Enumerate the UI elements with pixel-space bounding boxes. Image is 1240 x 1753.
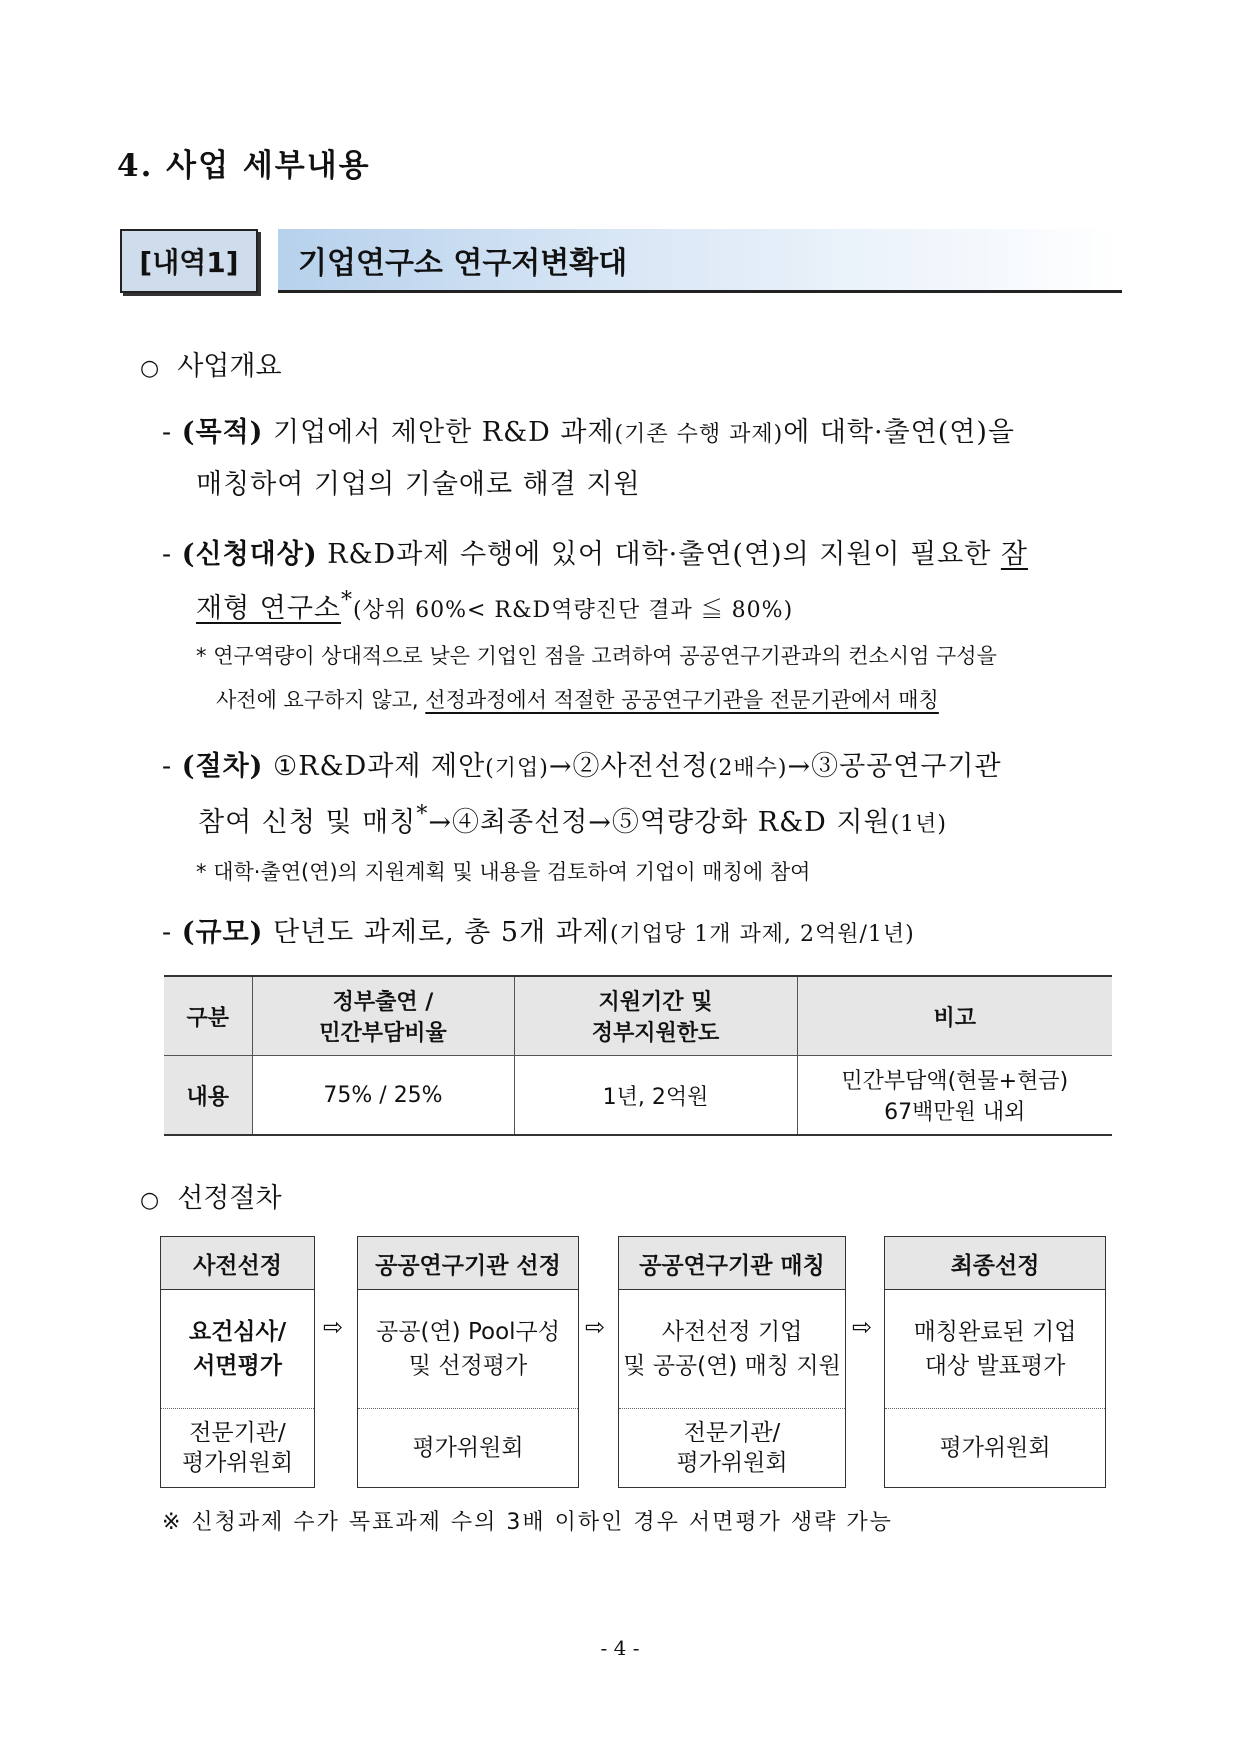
procedure-1p1: (기업) xyxy=(485,756,549,781)
scale-text: 단년도 과제로, 총 5개 과제 xyxy=(263,917,610,948)
target-text-a: R&D과제 수행에 있어 대학·출연(연)의 지원이 필요한 xyxy=(317,539,1001,570)
flow-step-task: 사전선정 기업 및 공공(연) 매칭 지원 xyxy=(619,1290,845,1409)
header-category: 구분 xyxy=(164,976,252,1056)
flow-step-task: 매칭완료된 기업 대상 발표평가 xyxy=(885,1290,1105,1409)
target-note-text-1: 연구역량이 상대적으로 낮은 기업인 점을 고려하여 공공연구기관과의 컨소시엄 구성을 xyxy=(213,644,997,668)
procedure-2a: 참여 신청 및 매칭 xyxy=(198,807,417,838)
procedure-label: (절차) xyxy=(181,751,264,782)
page-number: - 4 - xyxy=(600,1636,640,1660)
footnote: ※ 신청과제 수가 목표과제 수의 3배 이하인 경우 서면평가 생략 가능 xyxy=(162,1510,893,1535)
header-ratio xyxy=(252,976,514,1056)
target-note-text-2u: 선정과정에서 적절한 공공연구기관을 전문기관에서 매칭 xyxy=(425,688,939,712)
target-note-2 xyxy=(216,684,939,714)
cell-remarks-a: 민간부담액(현물+현금) xyxy=(841,1069,1069,1094)
procedure-1a: ①R&D과제 제안 xyxy=(263,751,486,782)
purpose-label: (목적) xyxy=(181,417,264,448)
item-title xyxy=(278,229,1122,293)
procedure-1b: →②사전선정 xyxy=(548,751,709,782)
header-period-b: 정부지원한도 xyxy=(591,1021,720,1046)
purpose-text-b: 에 대학·출연(연)을 xyxy=(783,417,1015,448)
procedure-1c: →③공공연구기관 xyxy=(787,751,1002,782)
section-heading: 4. 사업 세부내용 xyxy=(117,148,371,184)
target-line-1 xyxy=(162,532,1028,571)
dash: - xyxy=(162,539,173,570)
cell-remarks xyxy=(797,1056,1112,1136)
flow-step-3 xyxy=(618,1236,846,1488)
header-period xyxy=(514,976,797,1056)
right-arrow-icon: ⇨ xyxy=(852,1313,873,1341)
procedure-star: * xyxy=(416,802,429,827)
item-title-text: 기업연구소 연구저변확대 xyxy=(298,245,628,281)
flow-step-head: 최종선정 xyxy=(885,1237,1105,1290)
flow-step-agent: 평가위원회 xyxy=(939,1435,1051,1461)
table-row xyxy=(164,1056,1112,1136)
cell-remarks-b: 67백만원 내외 xyxy=(884,1100,1026,1125)
note-mark: * xyxy=(196,644,207,668)
purpose-line-1 xyxy=(162,410,1015,449)
flow-step-4 xyxy=(884,1236,1106,1488)
flow-step-task: 요건심사/ 서면평가 xyxy=(161,1290,314,1409)
header-ratio-a: 정부출연 / xyxy=(332,990,434,1015)
procedure-note xyxy=(196,856,810,886)
dash: - xyxy=(162,751,173,782)
flow-step-2 xyxy=(357,1236,579,1488)
right-arrow-icon: ⇨ xyxy=(585,1313,606,1341)
row-label: 내용 xyxy=(164,1056,252,1136)
procedure-2b: →④최종선정→⑤역량강화 R&D 지원 xyxy=(428,807,891,838)
target-label: (신청대상) xyxy=(181,539,318,570)
scale-label: (규모) xyxy=(181,917,264,948)
target-note-text-2a: 사전에 요구하지 않고, xyxy=(216,688,426,712)
dash: - xyxy=(162,917,173,948)
selection-title: 선정절차 xyxy=(177,1183,282,1214)
cell-period: 1년, 2억원 xyxy=(514,1056,797,1136)
flow-step-head: 공공연구기관 매칭 xyxy=(619,1237,845,1290)
procedure-2p: (1년) xyxy=(890,812,947,837)
circle-bullet-icon: ○ xyxy=(140,1188,160,1213)
purpose-line-2: 매칭하여 기업의 기술애로 해결 지원 xyxy=(196,469,641,500)
target-star: * xyxy=(341,588,353,613)
procedure-line-1 xyxy=(162,744,1002,783)
scale-line xyxy=(162,910,915,949)
target-line-2 xyxy=(196,586,793,625)
flow-step-agent: 전문기관/ 평가위원회 xyxy=(676,1420,788,1476)
purpose-text-a: 기업에서 제안한 R&D 과제 xyxy=(263,417,615,448)
flow-step-agent: 전문기관/ 평가위원회 xyxy=(181,1420,294,1476)
overview-heading xyxy=(140,344,282,383)
right-arrow-icon: ⇨ xyxy=(323,1313,344,1341)
overview-title: 사업개요 xyxy=(177,351,282,382)
procedure-line-2 xyxy=(198,800,947,839)
flow-step-1 xyxy=(160,1236,315,1488)
flow-step-head: 사전선정 xyxy=(161,1237,314,1290)
header-remarks: 비고 xyxy=(797,976,1112,1056)
item-tag: [내역1] xyxy=(120,229,258,293)
scale-paren: (기업당 1개 과제, 2억원/1년) xyxy=(609,922,915,947)
flow-step-task: 공공(연) Pool구성 및 선정평가 xyxy=(358,1290,578,1409)
note-mark: * xyxy=(196,860,207,884)
table-header-row xyxy=(164,976,1112,1056)
cell-ratio: 75% / 25% xyxy=(252,1056,514,1136)
flow-step-agent: 평가위원회 xyxy=(412,1435,524,1461)
circle-bullet-icon: ○ xyxy=(140,356,160,381)
target-underline-b: 재형 연구소 xyxy=(196,593,341,624)
procedure-1p2: (2배수) xyxy=(708,756,788,781)
target-note-1 xyxy=(196,640,997,670)
dash: - xyxy=(162,417,173,448)
flow-step-head: 공공연구기관 선정 xyxy=(358,1237,578,1290)
target-paren: (상위 60%< R&D역량진단 결과 ≦ 80%) xyxy=(353,598,794,623)
target-underline-a: 잠 xyxy=(1000,539,1028,570)
procedure-note-text: 대학·출연(연)의 지원계획 및 내용을 검토하여 기업이 매칭에 참여 xyxy=(213,860,811,884)
header-period-a: 지원기간 및 xyxy=(598,990,713,1015)
selection-heading xyxy=(140,1176,282,1215)
summary-table xyxy=(164,975,1112,1136)
purpose-paren: (기존 수행 과제) xyxy=(614,422,784,447)
header-ratio-b: 민간부담비율 xyxy=(319,1021,447,1046)
